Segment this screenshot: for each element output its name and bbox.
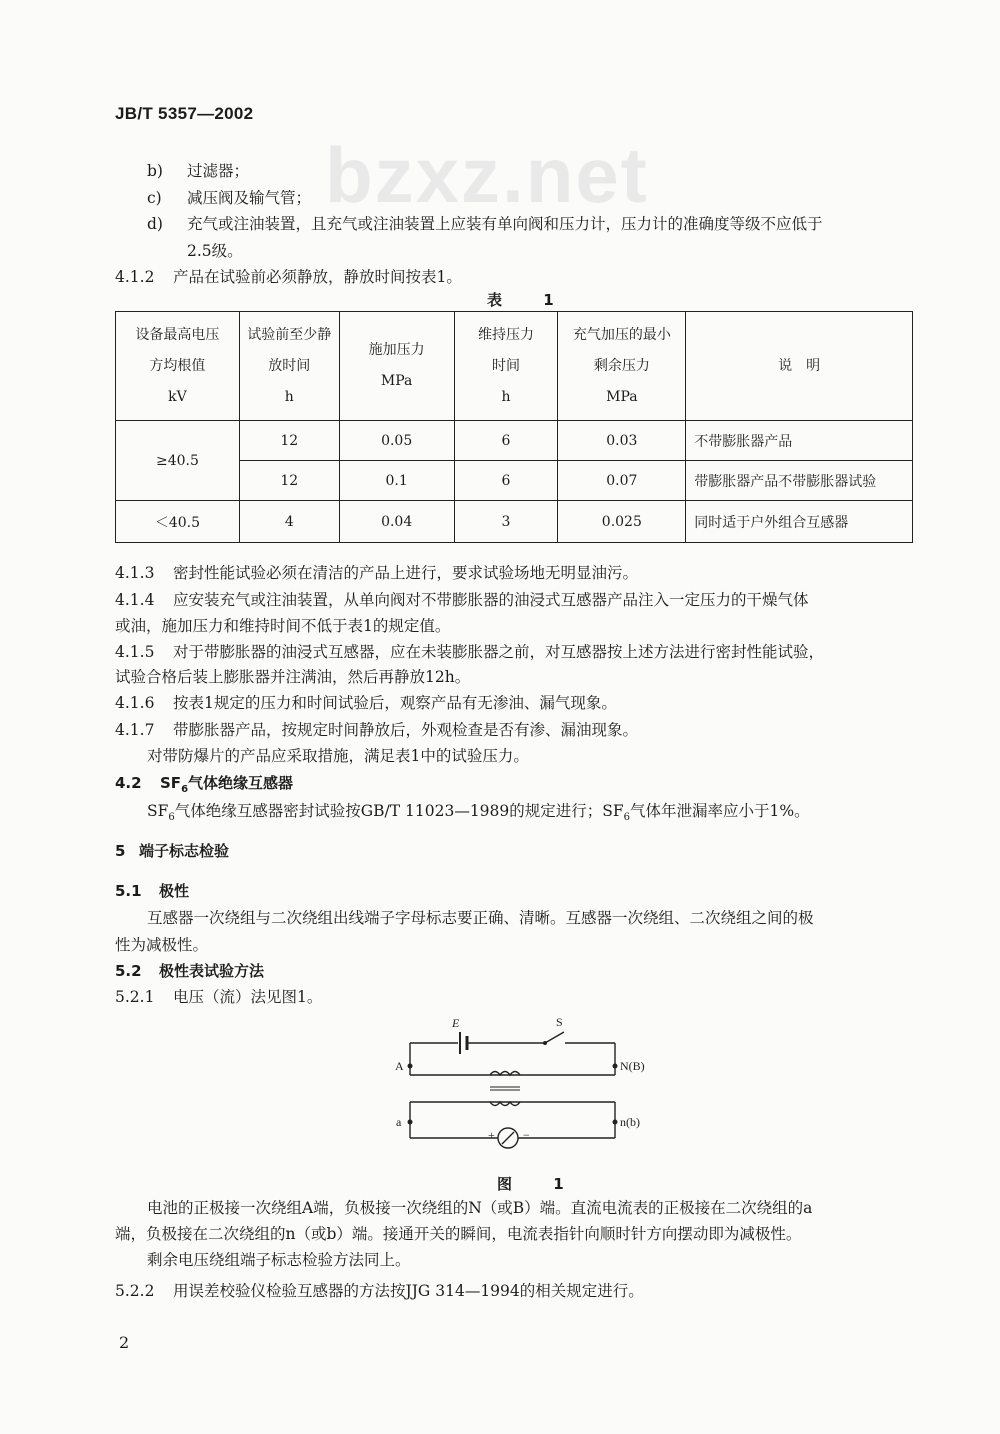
table-row [116,501,913,543]
cell-voltage: ＜40.5 [116,501,240,543]
list-item-d-cont: 2.5级。 [187,242,243,260]
clause-4-1-6: 4.1.6 按表1规定的压力和时间试验后，观察产品有无渗油、漏气现象。 [115,694,617,712]
clause-4-1-7-cont: 对带防爆片的产品应采取措施，满足表1中的试验压力。 [147,747,529,765]
cell-hold: 6 [454,461,558,501]
section-4-2-text: $SF_6$气体绝缘互感器密封试验按GB/T 11023—1989的规定进行；$SF_6$气体年泄漏率应小于1%。 [147,802,810,824]
page-number: 2 [119,1333,130,1352]
clause-4-1-4-cont: 或油，施加压力和维持时间不低于表1的规定值。 [115,617,451,635]
paragraph-line: 端，负极接在二次绕组的n（或b）端。接通开关的瞬间，电流表指针向顺时针方向摆动即为减极性。 [115,1225,802,1243]
clause-4-1-7: 4.1.7 带膨胀器产品，按规定时间静放后，外观检查是否有渗、漏油现象。 [115,721,639,739]
cell-hold: 6 [454,421,558,461]
list-item-c: c) 减压阀及输气管； [147,189,312,207]
clause-4-1-5: 4.1.5 对于带膨胀器的油浸式互感器，应在未装膨胀器之前，对互感器按上述方法进行密封性能试验， [115,643,825,661]
cell-pressure: 0.1 [339,461,454,501]
table-caption: 表 1 [487,291,572,309]
clause-5-2-2: 5.2.2 用误差校验仪检验互感器的方法按JJG 314—1994的相关规定进行。 [115,1282,644,1300]
table-1 [115,311,913,543]
terminal-N-label: N(B) [620,1059,645,1073]
header-residual-pressure: 充气加压的最小 剩余压力 MPa [558,312,686,421]
cell-note: 同时适于户外组合互感器 [686,501,913,543]
header-pressure: 施加压力 MPa [339,312,454,421]
section-5-2-title: 5.2 极性表试验方法 [115,962,265,980]
terminal-A-label: A [395,1059,404,1073]
standard-header: JB/T 5357—2002 [115,104,254,123]
cell-note: 带膨胀器产品不带膨胀器试验 [686,461,913,501]
paragraph-line: 电池的正极接一次绕组A端，负极接一次绕组的N（或B）端。直流电流表的正极接在二次绕组的a [147,1199,813,1217]
cell-hold: 3 [454,501,558,543]
table-header-row [116,312,913,421]
cell-time: 4 [239,501,339,543]
watermark: bzxz.net [325,131,649,219]
clause-4-1-3: 4.1.3 密封性能试验必须在清洁的产品上进行，要求试验场地无明显油污。 [115,564,639,582]
figure-caption: 图 1 [497,1175,582,1193]
section-5-1-text: 互感器一次绕组与二次绕组出线端子字母标志要正确、清晰。互感器一次绕组、二次绕组之间的极 [147,909,814,927]
cell-residual: 0.025 [558,501,686,543]
list-item-d: d) 充气或注油装置，且充气或注油装置上应装有单向阀和压力计，压力计的准确度等级不应低于 [147,215,823,233]
cell-note: 不带膨胀器产品 [686,421,913,461]
cell-time: 12 [239,461,339,501]
header-note: 说 明 [686,312,913,421]
meter-plus-label: + [488,1128,495,1142]
section-5-title: 5 端子标志检验 [115,842,230,860]
clause-4-1-2: 4.1.2 产品在试验前必须静放，静放时间按表1。 [115,268,462,286]
cell-pressure: 0.04 [339,501,454,543]
battery-label: E [452,1016,460,1030]
cell-voltage: ≥40.5 [116,421,240,501]
cell-time: 12 [239,421,339,461]
clause-4-1-4: 4.1.4 应安装充气或注油装置，从单向阀对不带膨胀器的油浸式互感器产品注入一定压力的干燥气体 [115,591,809,609]
table-row [116,421,913,461]
header-voltage: 设备最高电压 方均根值 kV [116,312,240,421]
terminal-a-label: a [396,1115,402,1129]
cell-pressure: 0.05 [339,421,454,461]
paragraph-line: 剩余电压绕组端子标志检验方法同上。 [147,1251,411,1269]
clause-5-2-1: 5.2.1 电压（流）法见图1。 [115,988,323,1006]
cell-residual: 0.07 [558,461,686,501]
polarity-test-circuit [380,1010,650,1150]
section-5-1-title: 5.1 极性 [115,882,190,900]
header-rest-time: 试验前至少静 放时间 h [239,312,339,421]
switch-label: S [556,1015,563,1029]
meter-minus-label: − [523,1128,530,1142]
list-item-b: b) 过滤器； [147,162,250,180]
terminal-n-label: n(b) [620,1115,640,1129]
header-hold-time: 维持压力 时间 h [454,312,558,421]
cell-residual: 0.03 [558,421,686,461]
clause-4-1-5-cont: 试验合格后装上膨胀器并注满油，然后再静放12h。 [115,668,471,686]
section-5-1-cont: 性为减极性。 [115,936,209,954]
section-4-2-title: 4.2 $SF_6$气体绝缘互感器 [115,774,294,795]
